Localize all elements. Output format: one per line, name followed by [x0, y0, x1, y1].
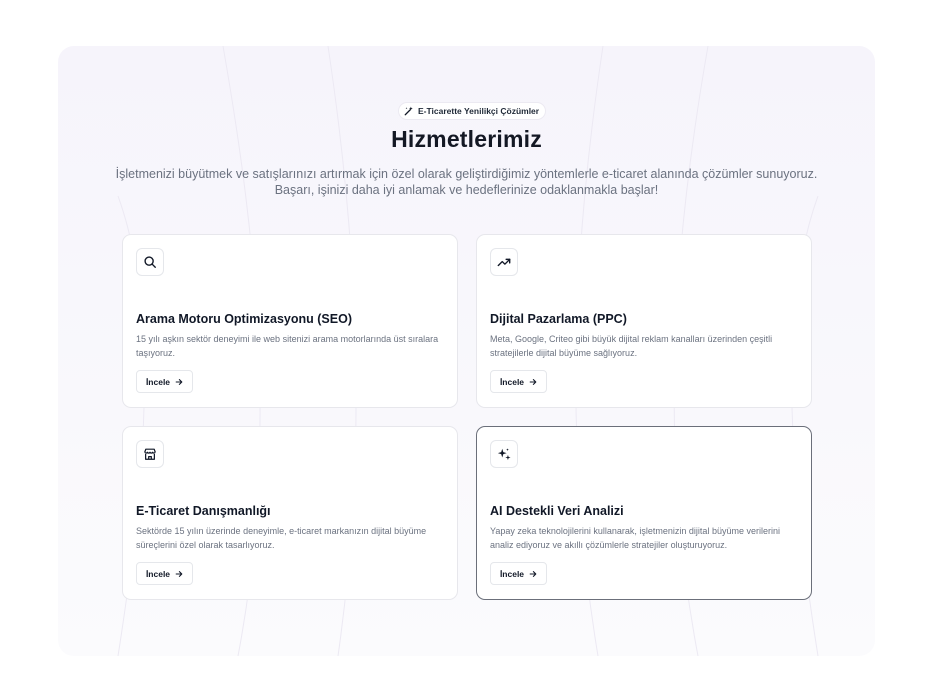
service-incele-button[interactable] [136, 562, 193, 585]
sparkles-icon [497, 447, 511, 461]
subtitle-line-1: İşletmenizi büyütmek ve satışlarınızı artırmak için özel olarak geliştirdiğimiz yöntemlerle e-ticaret alanında çözümler sunuyoruz. [115, 167, 818, 181]
service-card-seo [122, 234, 458, 408]
service-icon-box [136, 440, 164, 468]
service-icon-box [490, 440, 518, 468]
magic-wand-icon [404, 106, 414, 116]
button-label: İncele [145, 568, 171, 579]
page-subtitle [98, 166, 835, 198]
service-card-consulting [122, 426, 458, 600]
button-label: İncele [499, 376, 525, 387]
service-icon-box [136, 248, 164, 276]
page-title: Hizmetlerimiz [391, 126, 542, 152]
service-title: AI Destekli Veri Analizi [490, 504, 624, 518]
service-incele-button[interactable] [490, 370, 547, 393]
search-icon [143, 255, 157, 269]
service-description: Meta, Google, Criteo gibi büyük dijital reklam kanalları üzerinden çeşitli stratejilerle dijital büyüme sağlıyoruz. [490, 334, 773, 358]
service-title: Dijital Pazarlama (PPC) [490, 312, 627, 326]
arrow-right-icon [529, 570, 537, 578]
service-card-ai [476, 426, 812, 600]
arrow-right-icon [529, 378, 537, 386]
button-label: İncele [499, 568, 525, 579]
service-description: 15 yılı aşkın sektör deneyimi ile web sitenizi arama motorlarında üst sıralara taşıyoruz. [136, 334, 439, 358]
service-incele-button[interactable] [136, 370, 193, 393]
arrow-right-icon [175, 378, 183, 386]
button-label: İncele [145, 376, 171, 387]
service-incele-button[interactable] [490, 562, 547, 585]
hero-badge [398, 102, 546, 120]
hero-badge-label: E-Ticarette Yenilikçi Çözümler [418, 106, 540, 116]
trending-up-icon [497, 255, 511, 269]
service-card-ppc [476, 234, 812, 408]
services-section [58, 46, 875, 656]
service-icon-box [490, 248, 518, 276]
arrow-right-icon [175, 570, 183, 578]
service-description: Yapay zeka teknolojilerini kullanarak, işletmenizin dijital büyüme verilerini analiz ediyoruz ve akıllı çözümlerle stratejiler oluşturuyoruz. [490, 526, 780, 550]
store-icon [143, 447, 157, 461]
service-title: Arama Motoru Optimizasyonu (SEO) [136, 312, 352, 326]
service-title: E-Ticaret Danışmanlığı [136, 504, 271, 518]
subtitle-line-2: Başarı, işinizi daha iyi anlamak ve hedeflerinize odaklanmakla başlar! [274, 183, 659, 197]
service-description: Sektörde 15 yılın üzerinde deneyimle, e-ticaret markanızın dijital büyüme süreçlerini özel olarak tasarlıyoruz. [136, 526, 427, 550]
